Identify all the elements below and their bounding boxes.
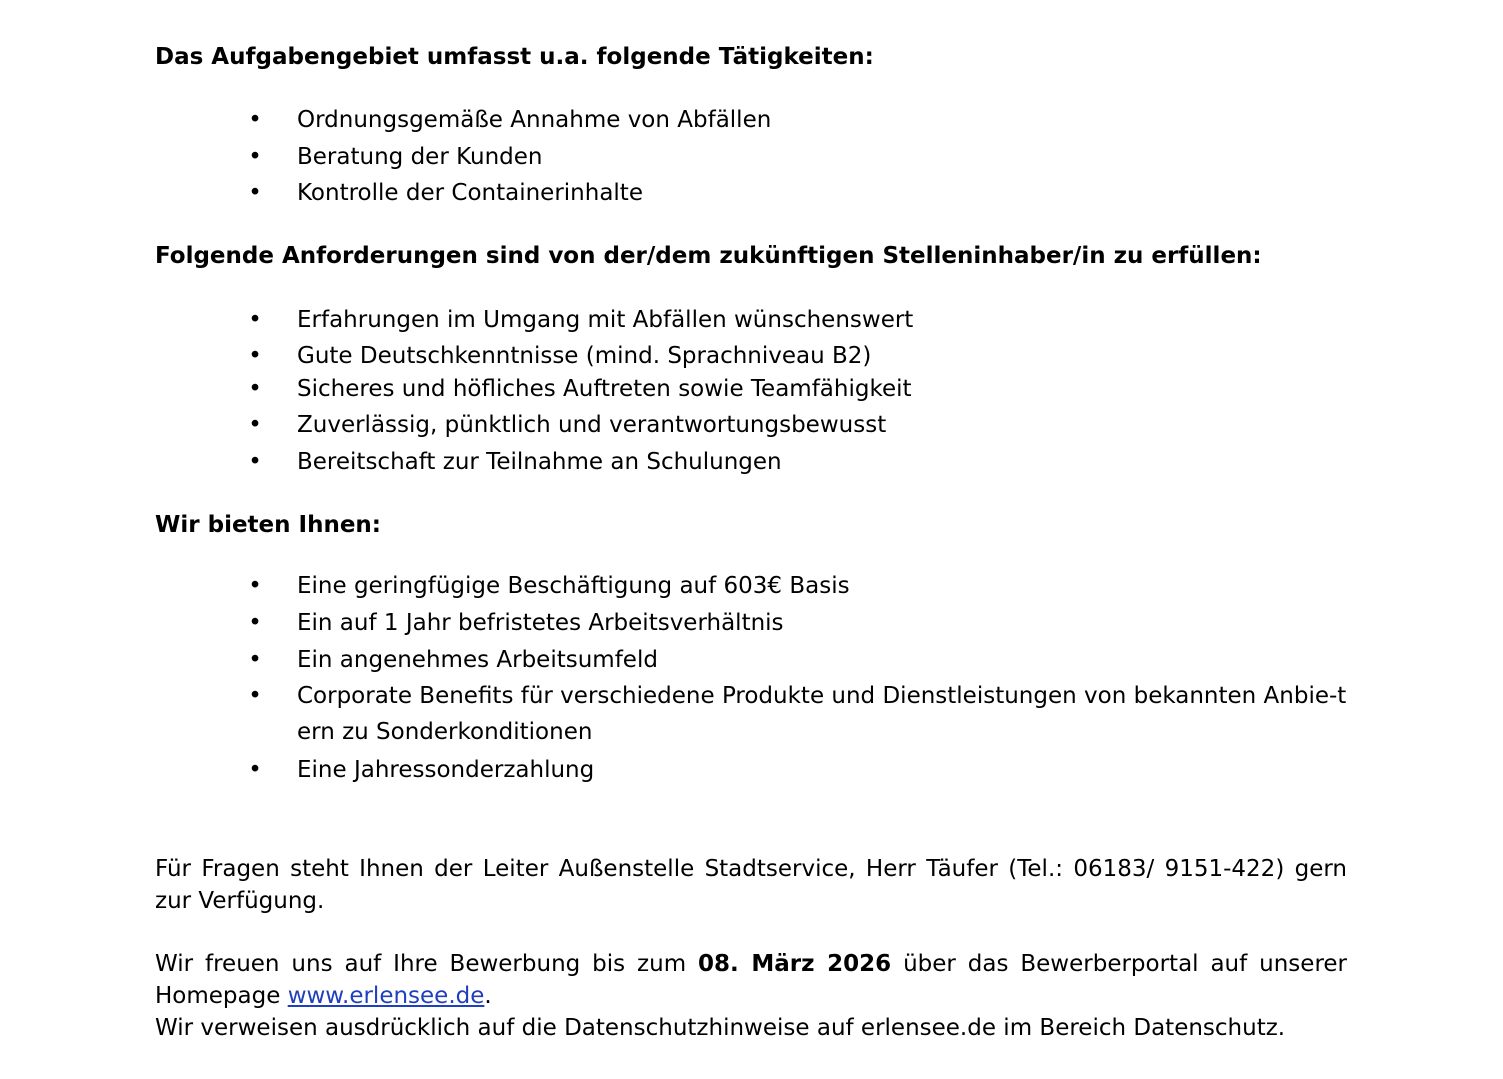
list-item xyxy=(155,642,1347,678)
list-item-text: Bereitschaft zur Teilnahme an Schulungen xyxy=(297,449,782,475)
application-text-after: über das Bewerberportal auf unserer Homepage xyxy=(155,951,1347,1009)
list-item-text: Ordnungsgemäße Annahme von Abfällen xyxy=(297,107,772,133)
list-item-text: Erfahrungen im Umgang mit Abfällen wünschenswert xyxy=(297,307,914,333)
bullet-icon: • xyxy=(248,647,262,673)
bullet-icon: • xyxy=(248,376,262,402)
bullet-icon: • xyxy=(248,180,262,206)
list-item xyxy=(155,175,1347,211)
list-item xyxy=(155,444,1347,480)
document-page xyxy=(155,0,1347,1079)
bullet-icon: • xyxy=(248,757,262,783)
bullet-icon: • xyxy=(248,573,262,599)
homepage-link[interactable]: www.erlensee.de xyxy=(287,983,485,1009)
application-text-before: Wir freuen uns auf Ihre Bewerbung bis zum xyxy=(155,951,699,977)
bullet-icon: • xyxy=(248,683,262,709)
list-item xyxy=(155,678,1347,750)
list-item xyxy=(155,302,1347,338)
section-heading-offers: Wir bieten Ihnen: xyxy=(155,512,382,538)
list-item xyxy=(155,752,1347,788)
contact-paragraph: Für Fragen steht Ihnen der Leiter Außenstelle Stadtservice, Herr Täufer (Tel.: 06183/ 9151-422) gern zur Verfügung. xyxy=(155,856,1347,914)
application-paragraph xyxy=(155,948,1347,1012)
list-item-text: Zuverlässig, pünktlich und verantwortungsbewusst xyxy=(297,412,887,438)
bullet-icon: • xyxy=(248,107,262,133)
bullet-icon: • xyxy=(248,610,262,636)
section-heading-requirements: Folgende Anforderungen sind von der/dem zukünftigen Stelleninhaber/in zu erfüllen: xyxy=(155,243,1262,269)
list-item-text: Sicheres und höfliches Auftreten sowie Teamfähigkeit xyxy=(297,376,912,402)
bullet-icon: • xyxy=(248,449,262,475)
list-item-text: Eine geringfügige Beschäftigung auf 603€ Basis xyxy=(297,573,850,599)
application-deadline: 08. März 2026 xyxy=(698,951,892,977)
privacy-notice: Wir verweisen ausdrücklich auf die Datenschutzhinweise auf erlensee.de im Bereich Datenschutz. xyxy=(155,1015,1286,1041)
list-item-text: Kontrolle der Containerinhalte xyxy=(297,180,643,206)
list-item-text: Eine Jahressonderzahlung xyxy=(297,757,595,783)
list-item-text: Ein angenehmes Arbeitsumfeld xyxy=(297,647,658,673)
list-item xyxy=(155,338,1347,374)
section-heading-tasks: Das Aufgabengebiet umfasst u.a. folgende Tätigkeiten: xyxy=(155,44,874,70)
bullet-icon: • xyxy=(248,307,262,333)
application-text-end: . xyxy=(484,983,492,1009)
bullet-icon: • xyxy=(248,343,262,369)
list-item xyxy=(155,407,1347,443)
list-item xyxy=(155,139,1347,175)
list-item-text: Beratung der Kunden xyxy=(297,144,543,170)
list-item-text: Gute Deutschkenntnisse (mind. Sprachniveau B2) xyxy=(297,343,872,369)
list-item-text: Corporate Benefits für verschiedene Produkte und Dienstleistungen von bekannten Anbie-tern zu Sonderkonditionen xyxy=(297,683,1347,745)
list-item xyxy=(155,605,1347,641)
list-item xyxy=(155,568,1347,604)
list-item xyxy=(155,371,1347,407)
bullet-icon: • xyxy=(248,144,262,170)
list-item-text: Ein auf 1 Jahr befristetes Arbeitsverhältnis xyxy=(297,610,784,636)
list-item xyxy=(155,102,1347,138)
bullet-icon: • xyxy=(248,412,262,438)
